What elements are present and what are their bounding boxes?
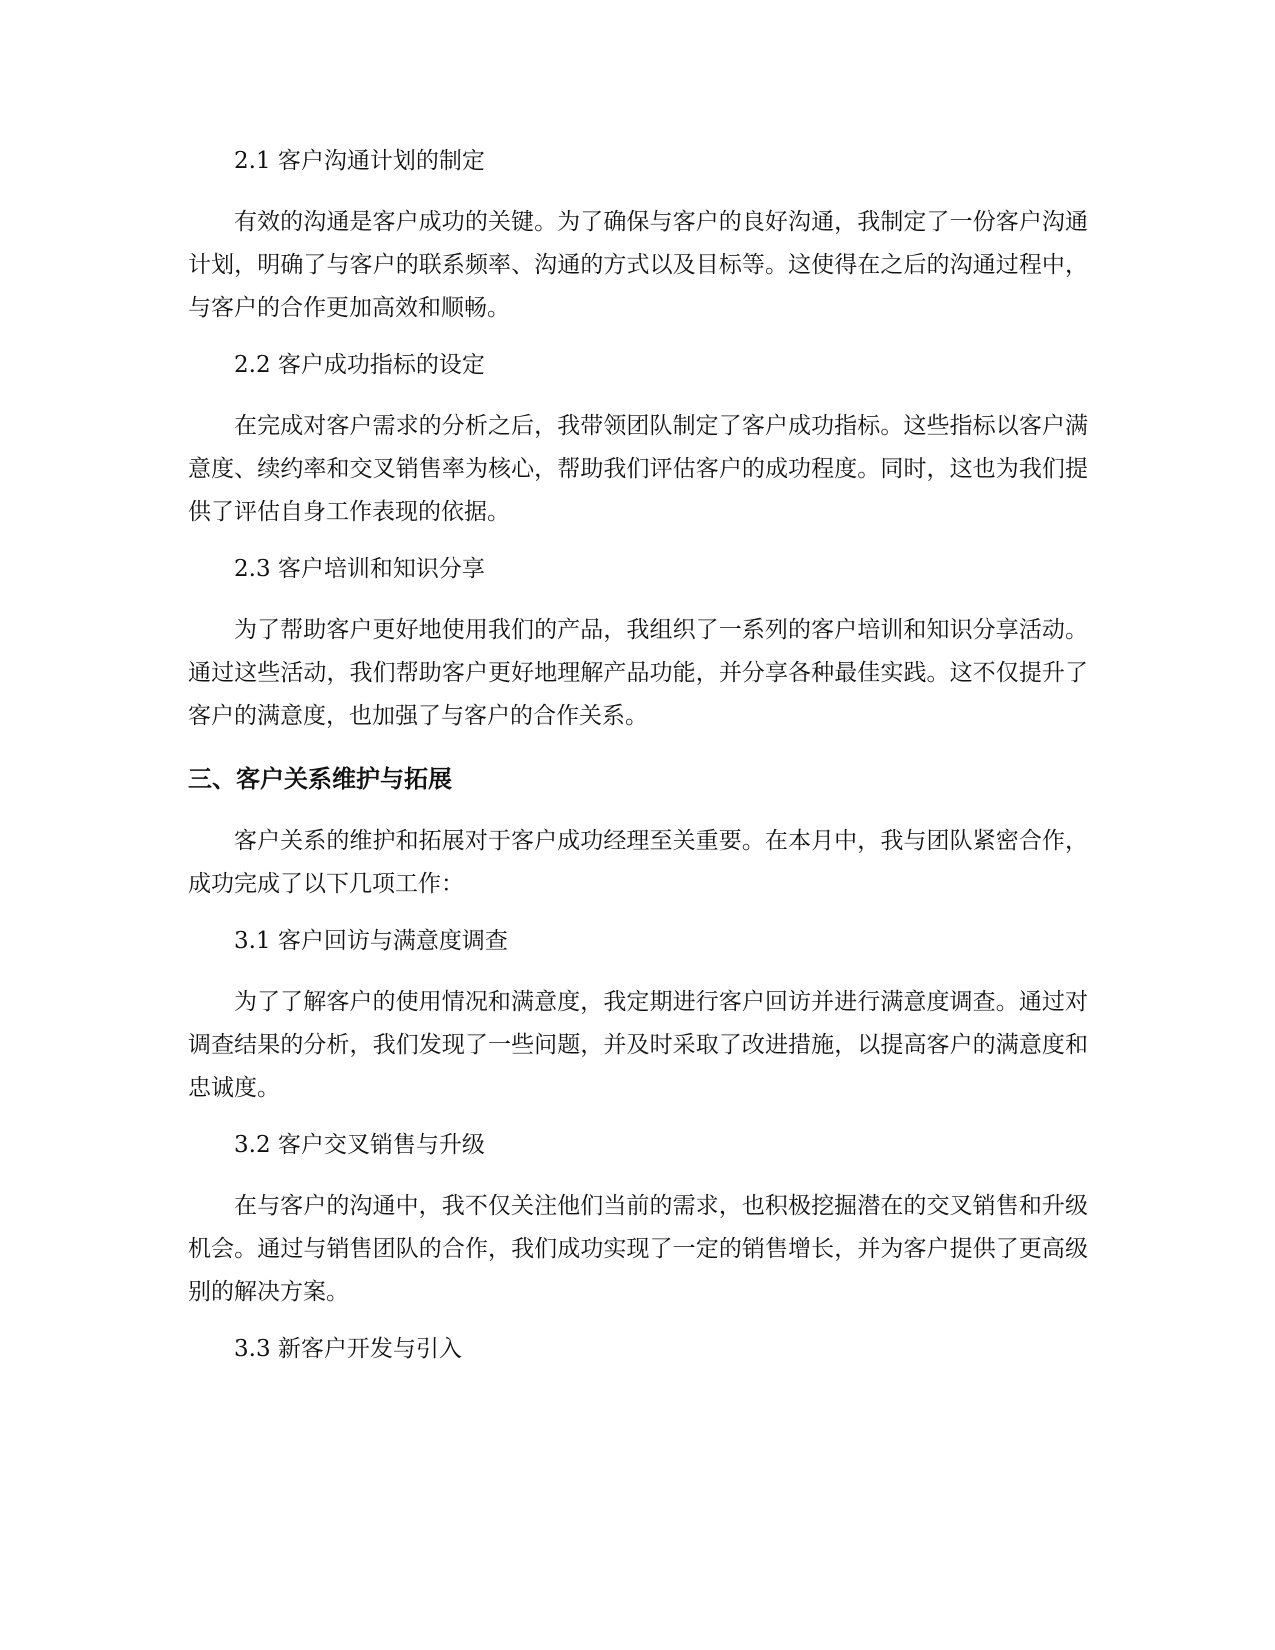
paragraph-3-2: 在与客户的沟通中，我不仅关注他们当前的需求，也积极挖掘潜在的交叉销售和升级机会。通过与销售团队的合作，我们成功实现了一定的销售增长，并为客户提供了更高级别的解决方案。: [188, 1193, 1088, 1305]
paragraph-2-1: 有效的沟通是客户成功的关键。为了确保与客户的良好沟通，我制定了一份客户沟通计划，明确了与客户的联系频率、沟通的方式以及目标等。这使得在之后的沟通过程中，与客户的合作更加高效和顺畅。: [188, 209, 1088, 321]
subsection-heading-3-1: 3.1 客户回访与满意度调查: [234, 928, 508, 954]
subsection-heading-2-1: 2.1 客户沟通计划的制定: [234, 148, 485, 174]
paragraph-3-intro: 客户关系的维护和拓展对于客户成功经理至关重要。在本月中，我与团队紧密合作，成功完成了以下几项工作：: [188, 828, 1088, 897]
paragraph-2-2: 在完成对客户需求的分析之后，我带领团队制定了客户成功指标。这些指标以客户满意度、续约率和交叉销售率为核心，帮助我们评估客户的成功程度。同时，这也为我们提供了评估自身工作表现的依据。: [188, 413, 1088, 525]
subsection-heading-2-2: 2.2 客户成功指标的设定: [234, 352, 485, 378]
section-heading-3: 三、客户关系维护与拓展: [188, 765, 452, 793]
document-body: [188, 145, 1088, 1389]
subsection-heading-2-3: 2.3 客户培训和知识分享: [234, 556, 485, 582]
paragraph-3-1: 为了了解客户的使用情况和满意度，我定期进行客户回访并进行满意度调查。通过对调查结果的分析，我们发现了一些问题，并及时采取了改进措施，以提高客户的满意度和忠诚度。: [188, 989, 1088, 1101]
subsection-heading-3-2: 3.2 客户交叉销售与升级: [234, 1132, 485, 1158]
paragraph-2-3: 为了帮助客户更好地使用我们的产品，我组织了一系列的客户培训和知识分享活动。通过这些活动，我们帮助客户更好地理解产品功能，并分享各种最佳实践。这不仅提升了客户的满意度，也加强了与客户的合作关系。: [188, 617, 1088, 729]
subsection-heading-3-3: 3.3 新客户开发与引入: [234, 1336, 462, 1362]
